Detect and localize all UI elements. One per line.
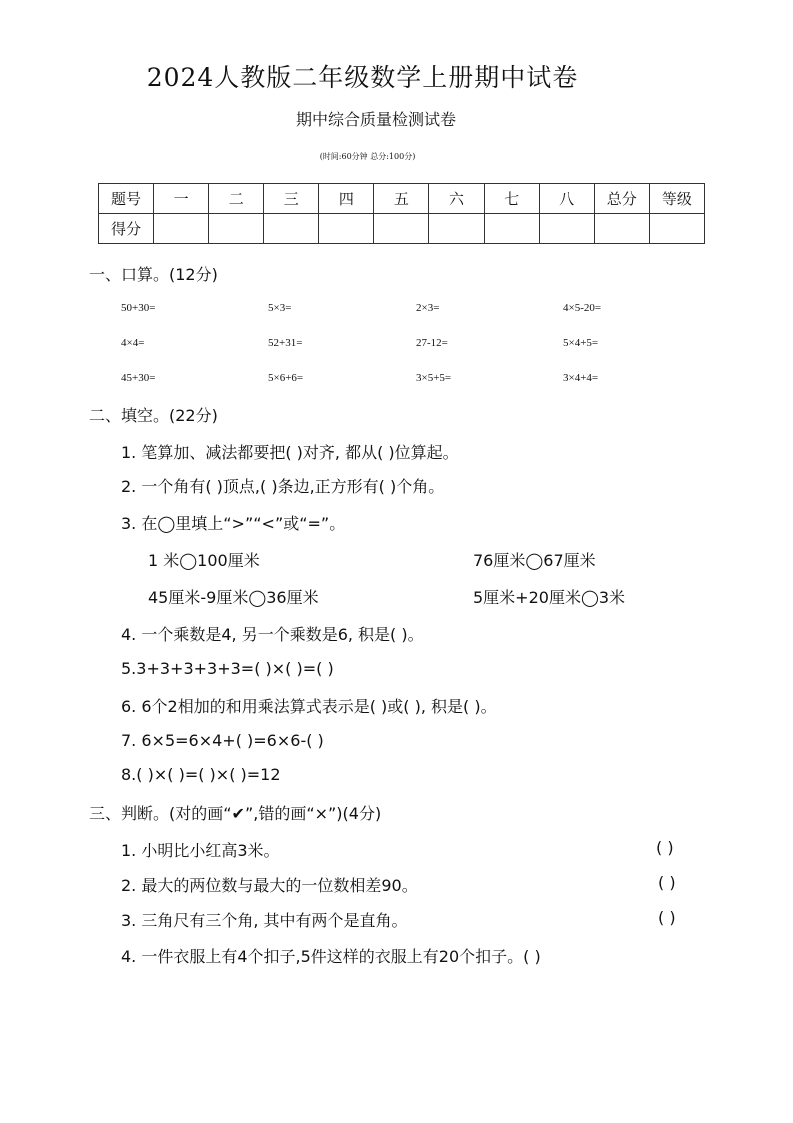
score-label-cell: 得分 [99,214,154,244]
calc-item: 4×4= [121,337,145,349]
section1-heading: 一、口算。(12分) [89,265,218,284]
compare-item: 76厘米◯67厘米 [473,551,596,570]
judge-item: 2. 最大的两位数与最大的一位数相差90。 [121,876,418,895]
score-input-cell[interactable] [319,214,374,244]
compare-item: 1 米◯100厘米 [148,551,260,570]
judge-answer-paren[interactable]: ( ) [656,838,674,857]
judge-answer-paren[interactable]: ( ) [658,873,676,892]
score-table-header-cell: 一 [154,184,209,214]
score-input-cell[interactable] [539,214,594,244]
score-input-cell[interactable] [374,214,429,244]
score-table-score-row [99,214,705,244]
score-table-header-cell: 三 [264,184,319,214]
fill-question-4: 4. 一个乘数是4, 另一个乘数是6, 积是( )。 [121,625,424,644]
page-subtitle: 期中综合质量检测试卷 [295,110,456,129]
calc-item: 5×3= [268,302,292,314]
calc-item: 4×5-20= [563,302,602,314]
score-table-header-cell: 八 [539,184,594,214]
time-score-note: (时间:60分钟 总分:100分) [319,152,416,161]
section3-heading: 三、判断。(对的画“✔”,错的画“×”)(4分) [89,804,382,823]
score-table-header-cell: 四 [319,184,374,214]
fill-question-3: 3. 在◯里填上“>”“<”或“=”。 [121,514,346,533]
calc-item: 50+30= [121,302,156,314]
score-input-cell[interactable] [264,214,319,244]
score-table-header-cell: 七 [484,184,539,214]
score-table-header-cell: 题号 [99,184,154,214]
score-table-header-row [99,184,705,214]
score-input-cell[interactable] [154,214,209,244]
score-table-header-cell: 总分 [594,184,649,214]
score-input-cell[interactable] [429,214,484,244]
score-table-header-cell: 二 [209,184,264,214]
calc-item: 5×6+6= [268,372,304,384]
calc-item: 3×5+5= [416,372,452,384]
judge-answer-paren[interactable]: ( ) [658,908,676,927]
fill-question-2: 2. 一个角有( )顶点,( )条边,正方形有( )个角。 [121,477,445,496]
calc-item: 52+31= [268,337,303,349]
page-title: 2024人教版二年级数学上册期中试卷 [146,63,579,92]
score-table-header-cell: 六 [429,184,484,214]
calc-item: 5×4+5= [563,337,599,349]
score-table-header-cell: 五 [374,184,429,214]
score-input-cell[interactable] [649,214,704,244]
compare-item: 5厘米+20厘米◯3米 [473,588,626,607]
score-input-cell[interactable] [594,214,649,244]
calc-item: 2×3= [416,302,440,314]
fill-question-7: 7. 6×5=6×4+( )=6×6-( ) [121,731,324,750]
judge-item: 3. 三角尺有三个角, 其中有两个是直角。 [121,911,408,930]
judge-item: 1. 小明比小红高3米。 [121,841,280,860]
fill-question-1: 1. 笔算加、减法都要把( )对齐, 都从( )位算起。 [121,443,459,462]
calc-item: 3×4+4= [563,372,599,384]
calc-item: 27-12= [416,337,448,349]
calc-item: 45+30= [121,372,156,384]
score-input-cell[interactable] [209,214,264,244]
judge-item: 4. 一件衣服上有4个扣子,5件这样的衣服上有20个扣子。( ) [121,947,541,966]
score-table-header-cell: 等级 [649,184,704,214]
fill-question-6: 6. 6个2相加的和用乘法算式表示是( )或( ), 积是( )。 [121,697,497,716]
fill-question-5: 5.3+3+3+3+3=( )×( )=( ) [121,659,334,678]
compare-item: 45厘米-9厘米◯36厘米 [148,588,319,607]
section2-heading: 二、填空。(22分) [89,406,218,425]
fill-question-8: 8.( )×( )=( )×( )=12 [121,765,281,784]
score-table [98,183,705,244]
score-input-cell[interactable] [484,214,539,244]
